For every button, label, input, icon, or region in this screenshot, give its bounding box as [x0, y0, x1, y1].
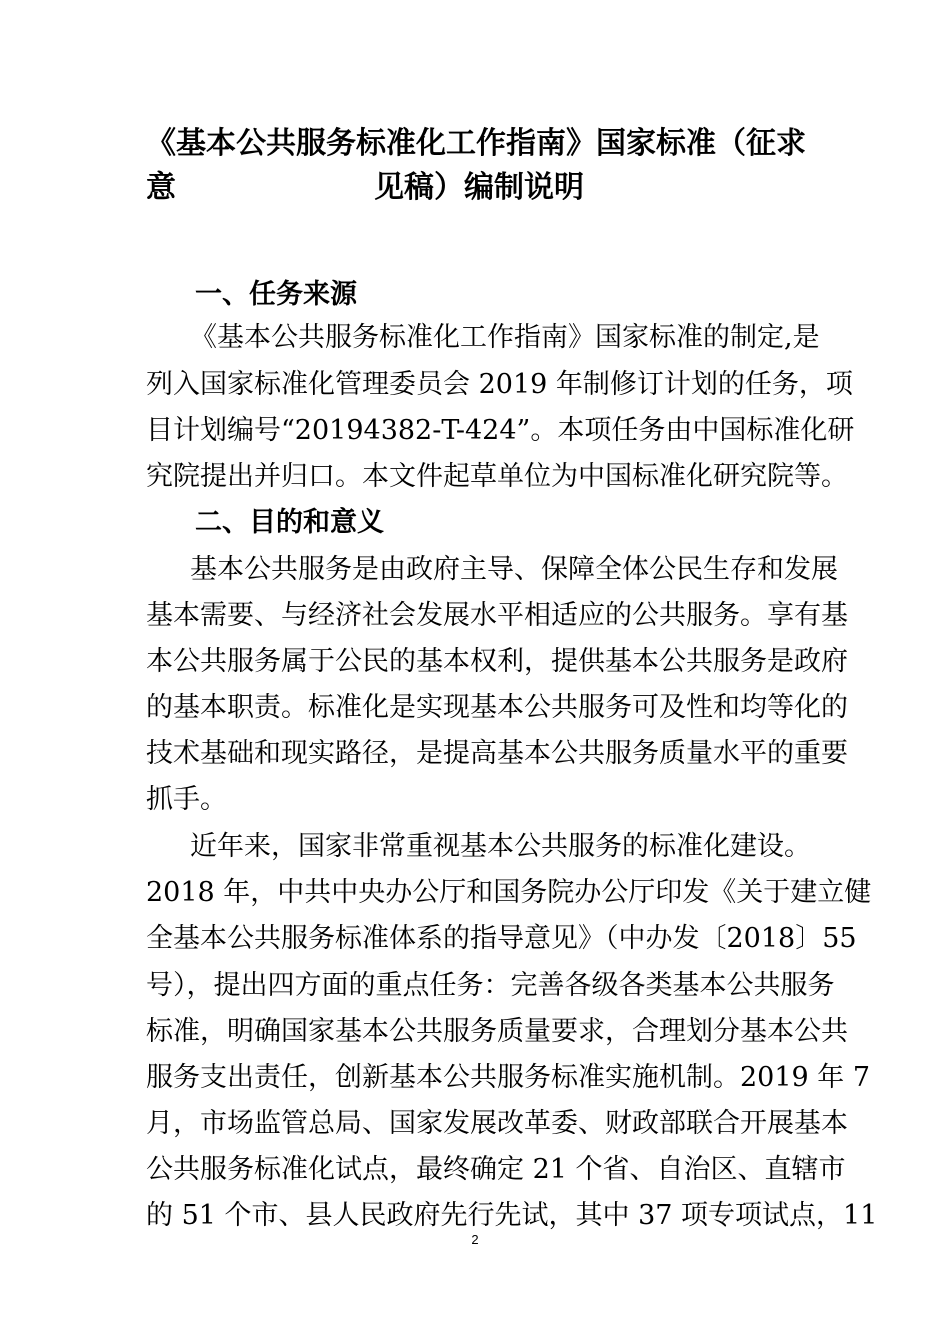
page-number: 2 [471, 1232, 479, 1247]
paragraph-line: 究院提出并归口。本文件起草单位为中国标准化研究院等。 [146, 461, 848, 492]
section-heading-task-source: 一、任务来源 [195, 279, 357, 310]
paragraph-line: 基本需要、与经济社会发展水平相适应的公共服务。享有基 [146, 600, 848, 631]
paragraph-line: 的基本职责。标准化是实现基本公共服务可及性和均等化的 [146, 692, 848, 723]
paragraph-line: 技术基础和现实路径，是提高基本公共服务质量水平的重要 [146, 738, 848, 769]
paragraph-line: 列入国家标准化管理委员会 2019 年制修订计划的任务，项 [146, 369, 853, 400]
paragraph-line: 号），提出四方面的重点任务：完善各级各类基本公共服务 [146, 970, 835, 1001]
paragraph-line: 月，市场监管总局、国家发展改革委、财政部联合开展基本 [146, 1108, 848, 1139]
paragraph-line: 抓手。 [146, 784, 227, 815]
paragraph-line: 本公共服务属于公民的基本权利，提供基本公共服务是政府 [146, 646, 848, 677]
paragraph-line: 《基本公共服务标准化工作指南》国家标准的制定,是 [190, 322, 820, 353]
paragraph-line: 标准，明确国家基本公共服务质量要求，合理划分基本公共 [146, 1016, 848, 1047]
paragraph-line: 全基本公共服务标准体系的指导意见》（中办发〔2018〕55 [146, 923, 857, 954]
paragraph-line: 公共服务标准化试点，最终确定 21 个省、自治区、直辖市 [146, 1154, 846, 1185]
paragraph-line: 服务支出责任，创新基本公共服务标准实施机制。2019 年 7 [146, 1062, 871, 1093]
paragraph-line: 基本公共服务是由政府主导、保障全体公民生存和发展 [190, 554, 838, 585]
paragraph-line: 2018 年，中共中央办公厅和国务院办公厅印发《关于建立健 [146, 877, 872, 908]
paragraph-line: 的 51 个市、县人民政府先行先试，其中 37 项专项试点，11 [146, 1200, 878, 1231]
document-title-line-1: 《基本公共服务标准化工作指南》国家标准（征求意 [146, 126, 806, 205]
paragraph-line: 近年来，国家非常重视基本公共服务的标准化建设。 [190, 831, 811, 862]
section-heading-purpose: 二、目的和意义 [195, 507, 384, 538]
paragraph-line: 目计划编号“20194382-T-424”。本项任务由中国标准化研 [146, 415, 855, 446]
document-title-line-2: 见稿）编制说明 [374, 170, 584, 205]
